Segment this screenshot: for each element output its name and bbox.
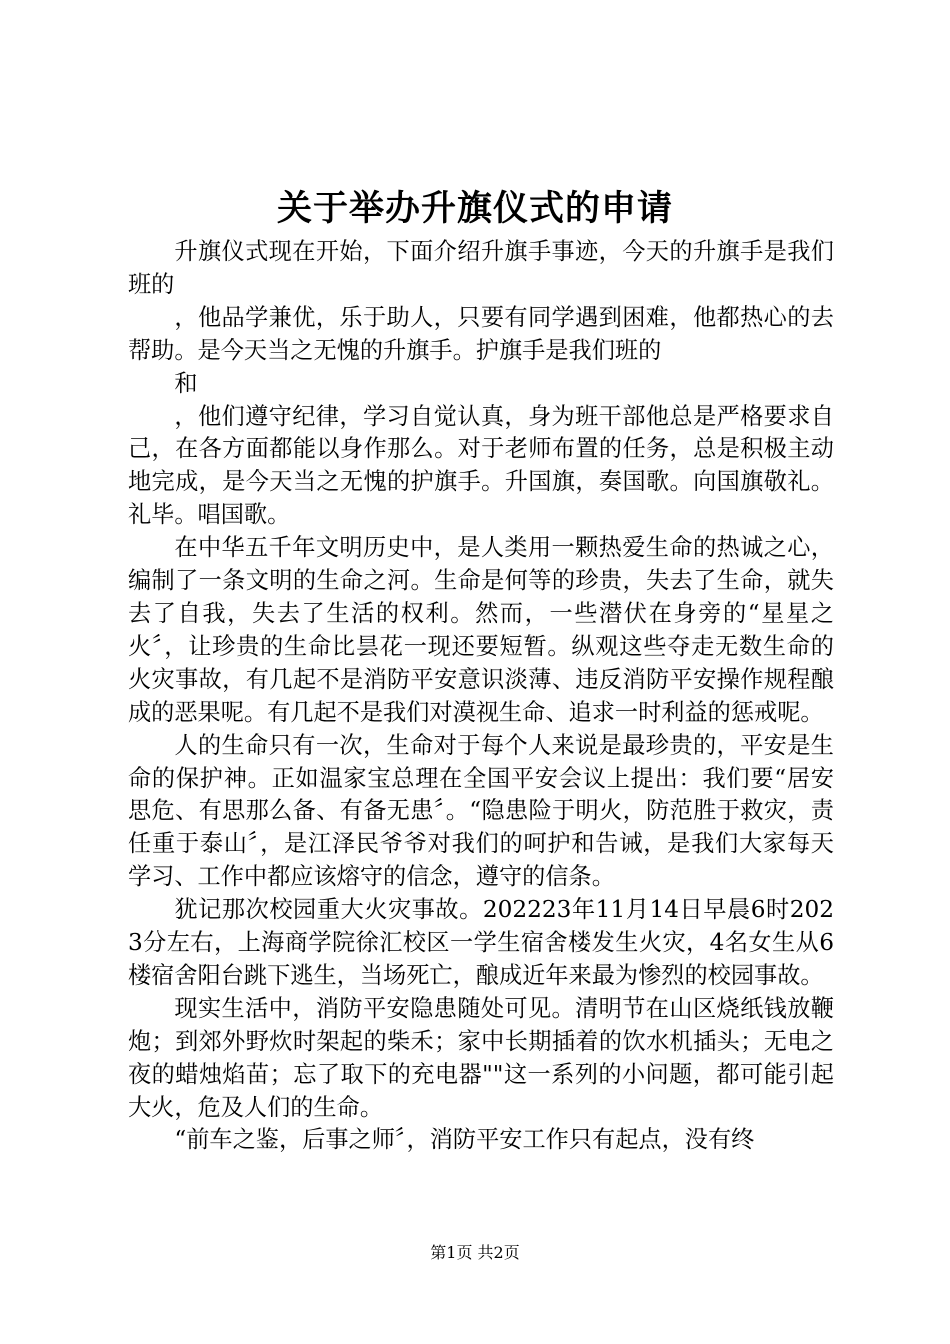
paragraph: 现实生活中，消防平安隐患随处可见。清明节在山区烧纸钱放鞭炮；到郊外野炊时架起的柴禾；家中长期插着的饮水机插头；无电之夜的蜡烛焰苗；忘了取下的充电器""这一系列的小问题，都可能引起大火，危及人们的生命。 — [128, 994, 834, 1121]
paragraph: 和 — [174, 369, 198, 397]
page-footer: 第1页 共2页 — [430, 1243, 520, 1262]
paragraph: 在中华五千年文明历史中，是人类用一颗热爱生命的热诚之心，编制了一条文明的生命之河。生命是何等的珍贵，失去了生命，就失去了自我，失去了生活的权利。然而，一些潜伏在身旁的“星星之火〞，让珍贵的生命比昙花一现还要短暂。纵观这些夺走无数生命的火灾事故，有几起不是消防平安意识淡薄、违反消防平安操作规程酿成的恶果呢。有几起不是我们对漠视生命、追求一时利益的惩戒呢。 — [128, 534, 834, 726]
paragraph: 人的生命只有一次，生命对于每个人来说是最珍贵的，平安是生命的保护神。正如温家宝总理在全国平安会议上提出：我们要“居安思危、有思那么备、有备无患〞。“隐患险于明火，防范胜于救灾，责任重于泰山〞，是江泽民爷爷对我们的呵护和告诫，是我们大家每天学习、工作中都应该熔守的信念，遵守的信条。 — [128, 731, 834, 891]
document-title: 关于举办升旗仪式的申请 — [276, 188, 673, 229]
paragraph: ，他们遵守纪律，学习自觉认真，身为班干部他总是严格要求自己，在各方面都能以身作那么。对于老师布置的任务，总是积极主动地完成，是今天当之无愧的护旗手。升国旗，奏国歌。向国旗敬礼。礼毕。唱国歌。 — [128, 402, 834, 529]
paragraph: 犹记那次校园重大火灾事故。202223年11月14日早晨6时2023分左右，上海商学院徐汇校区一学生宿舍楼发生火灾，4名女生从6楼宿舍阳台跳下逃生，当场死亡，酿成近年来最为惨烈的校园事故。 — [128, 896, 834, 989]
paragraph: 升旗仪式现在开始，下面介绍升旗手事迹，今天的升旗手是我们班的 — [128, 238, 834, 298]
paragraph: ，他品学兼优，乐于助人，只要有同学遇到困难，他都热心的去帮助。是今天当之无愧的升旗手。护旗手是我们班的 — [128, 303, 834, 364]
paragraph: “前车之鉴，后事之师〞，消防平安工作只有起点，没有终 — [174, 1126, 755, 1154]
document-body — [128, 236, 834, 1157]
